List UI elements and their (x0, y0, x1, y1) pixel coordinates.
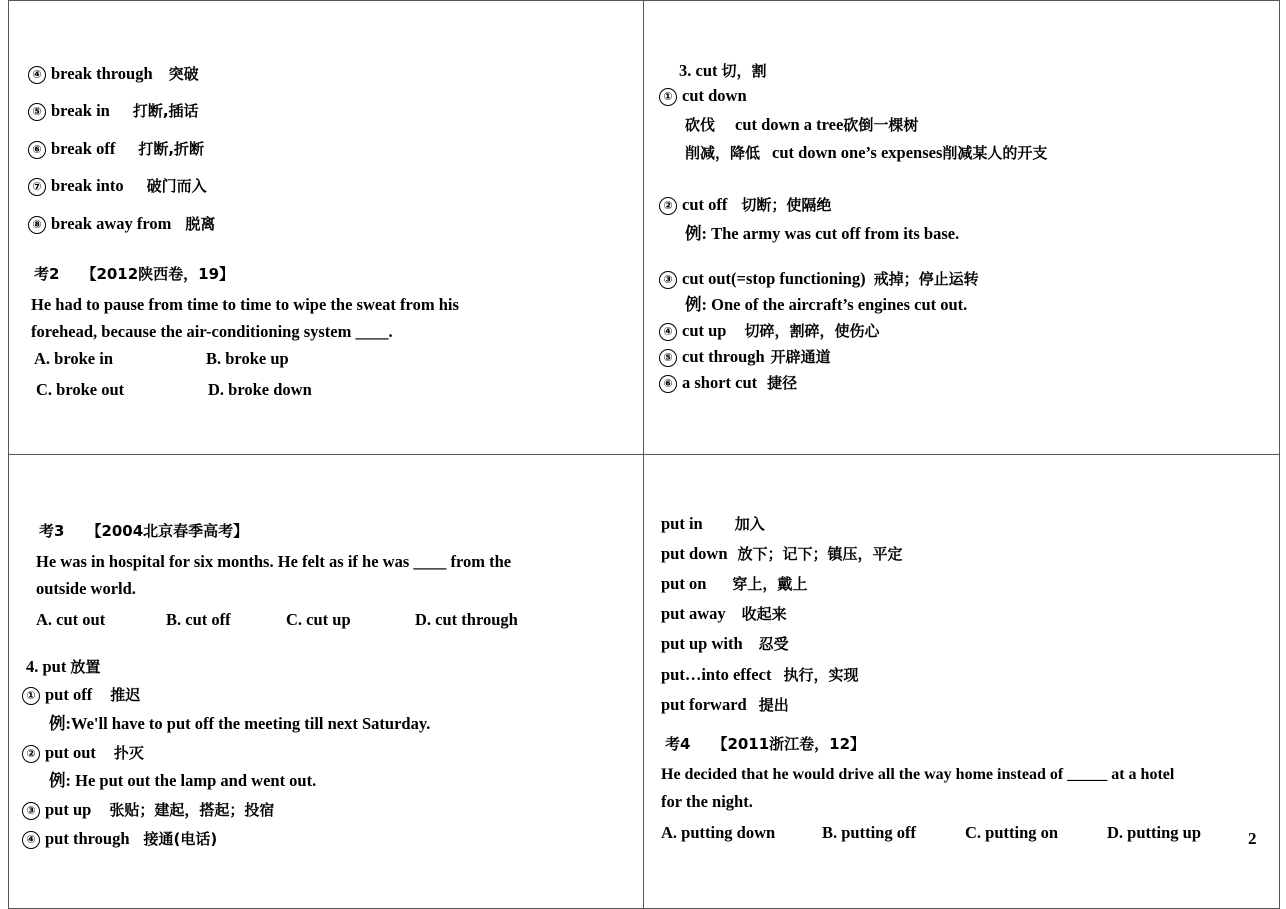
list-item (659, 321, 880, 341)
phrase-meaning: 张贴；建起，搭起；投宿 (109, 801, 275, 819)
option-d: D. cut through (415, 610, 518, 629)
phrase-meaning: 切断；使隔绝 (741, 196, 832, 214)
item-marker: ② (659, 197, 677, 215)
option-b: B. cut off (166, 610, 231, 629)
list-item (659, 373, 797, 393)
phrase-term: put…into effect (661, 665, 772, 684)
exam-source: 【2004北京春季高考】 (86, 522, 249, 540)
item-marker: ① (659, 88, 677, 106)
phrase-term: put out (45, 743, 96, 762)
phrase-term: put forward (661, 695, 747, 714)
list-item (28, 139, 204, 159)
phrase-term: cut out(=stop functioning) (682, 269, 866, 288)
list-item (22, 829, 217, 849)
phrase-meaning: 打断,折断 (138, 140, 205, 158)
list-item (22, 743, 144, 763)
item-marker: ④ (28, 66, 46, 84)
question-text: outside world. (36, 579, 136, 598)
list-item (28, 101, 199, 121)
option-b: B. broke up (206, 349, 289, 368)
phrase-meaning: 穿上，戴上 (732, 575, 808, 593)
item-marker: ② (22, 745, 40, 763)
item-marker: ⑤ (28, 103, 46, 121)
panel-put-phrases-more (643, 454, 1280, 909)
example-sentence: 例: He put out the lamp and went out. (49, 771, 317, 790)
list-item (659, 269, 979, 289)
phrase-meaning: 提出 (758, 696, 789, 714)
phrase-meaning: 扑灭 (113, 744, 144, 762)
list-item (661, 574, 807, 594)
option-d: D. putting up (1107, 823, 1201, 842)
option-a: A. broke in (34, 349, 114, 368)
list-item (28, 64, 199, 84)
list-item (661, 634, 789, 654)
list-item (661, 695, 789, 715)
phrase-term: put down (661, 544, 728, 563)
section-heading (679, 61, 767, 81)
phrase-meaning: 打断,插话 (132, 102, 199, 120)
question-text: for the night. (661, 792, 753, 811)
phrase-term: put up (45, 800, 92, 819)
heading-meaning: 切，割 (721, 62, 767, 80)
phrase-meaning: 切碎，割碎，使伤心 (744, 322, 880, 340)
phrase-meaning: 砍伐 (685, 116, 716, 134)
phrase-term: break away from (51, 214, 172, 233)
phrase-term: put off (45, 685, 93, 704)
exam-header (39, 521, 248, 541)
exam-label: 考4 (665, 735, 691, 753)
item-marker: ⑥ (659, 375, 677, 393)
option-a: A. cut out (36, 610, 106, 629)
phrase-term: break in (51, 101, 110, 120)
phrase-term: break off (51, 139, 116, 158)
panel-cut-phrases (643, 0, 1280, 456)
exam-source: 【2011浙江卷，12】 (712, 735, 866, 753)
question-text: forehead, because the air-conditioning system ____. (31, 322, 393, 341)
list-item (22, 685, 140, 705)
phrase-meaning: 开辟通道 (770, 348, 831, 366)
example-meaning: 砍倒一棵树 (843, 116, 919, 134)
item-marker: ⑥ (28, 141, 46, 159)
exam-source: 【2012陕西卷，19】 (81, 265, 235, 283)
phrase-meaning: 忍受 (758, 635, 789, 653)
phrase-meaning: 执行，实现 (783, 666, 859, 684)
list-item (659, 195, 831, 215)
phrase-term: break through (51, 64, 153, 83)
heading-meaning: 放置 (70, 658, 101, 676)
phrase-meaning: 放下；记下；镇压，平定 (737, 545, 903, 563)
list-subitem (685, 115, 918, 135)
phrase-meaning: 破门而入 (146, 177, 207, 195)
option-a: A. putting down (661, 823, 776, 842)
panel-break-phrases (8, 0, 645, 456)
phrase-meaning: 收起来 (741, 605, 787, 623)
question-text: He was in hospital for six months. He felt as if he was ____ from the (36, 552, 512, 571)
item-marker: ① (22, 687, 40, 705)
example-meaning: 削减某人的开支 (942, 144, 1048, 162)
phrase-term: break into (51, 176, 124, 195)
panel-put-phrases (8, 454, 645, 909)
item-marker: ⑦ (28, 178, 46, 196)
phrase-term: put on (661, 574, 707, 593)
exam-header (665, 734, 865, 754)
section-heading (26, 657, 100, 677)
option-c: C. cut up (286, 610, 351, 629)
item-marker: ③ (659, 271, 677, 289)
option-b: B. putting off (822, 823, 916, 842)
example-text: cut down one’s expenses (772, 143, 943, 162)
phrase-meaning: 削减，降低 (685, 144, 761, 162)
option-c: C. putting on (965, 823, 1059, 842)
heading-number: 4. put (26, 657, 67, 676)
item-marker: ③ (22, 802, 40, 820)
list-item (28, 214, 215, 234)
phrase-term: put in (661, 514, 703, 533)
list-item (661, 544, 903, 564)
example-sentence: 例: The army was cut off from its base. (685, 224, 960, 243)
phrase-meaning: 戒掉；停止运转 (873, 270, 979, 288)
item-marker: ④ (22, 831, 40, 849)
phrase-term: cut through (682, 347, 765, 366)
list-item (661, 604, 787, 624)
list-item (659, 86, 747, 106)
phrase-term: put up with (661, 634, 743, 653)
phrase-term: cut down (682, 86, 747, 105)
list-item (659, 347, 831, 367)
phrase-meaning: 捷径 (767, 374, 798, 392)
phrase-term: cut off (682, 195, 728, 214)
phrase-term: put away (661, 604, 726, 623)
exam-header (34, 264, 234, 284)
option-c: C. broke out (36, 380, 125, 399)
phrase-term: put through (45, 829, 130, 848)
example-sentence: 例:We'll have to put off the meeting till next Saturday. (49, 714, 431, 733)
question-text: He had to pause from time to time to wipe the sweat from his (31, 295, 459, 314)
item-marker: ⑧ (28, 216, 46, 234)
heading-number: 3. cut (679, 61, 718, 80)
item-marker: ④ (659, 323, 677, 341)
question-text: He decided that he would drive all the way home instead of _____ at a hotel (661, 766, 1175, 783)
page-number: 2 (1248, 829, 1257, 848)
list-subitem (685, 143, 1047, 163)
example-text: cut down a tree (735, 115, 844, 134)
list-item (28, 176, 207, 196)
phrase-term: a short cut (682, 373, 758, 392)
list-item (22, 800, 274, 820)
item-marker: ⑤ (659, 349, 677, 367)
phrase-meaning: 接通(电话) (143, 830, 218, 848)
example-sentence: 例: One of the aircraft’s engines cut out. (685, 295, 968, 314)
phrase-meaning: 脱离 (185, 215, 216, 233)
list-item (661, 665, 858, 685)
phrase-meaning: 加入 (734, 515, 765, 533)
list-item (661, 514, 765, 534)
exam-label: 考2 (34, 265, 60, 283)
phrase-term: cut up (682, 321, 727, 340)
option-d: D. broke down (208, 380, 312, 399)
phrase-meaning: 突破 (168, 65, 199, 83)
exam-label: 考3 (39, 522, 65, 540)
phrase-meaning: 推迟 (110, 686, 141, 704)
